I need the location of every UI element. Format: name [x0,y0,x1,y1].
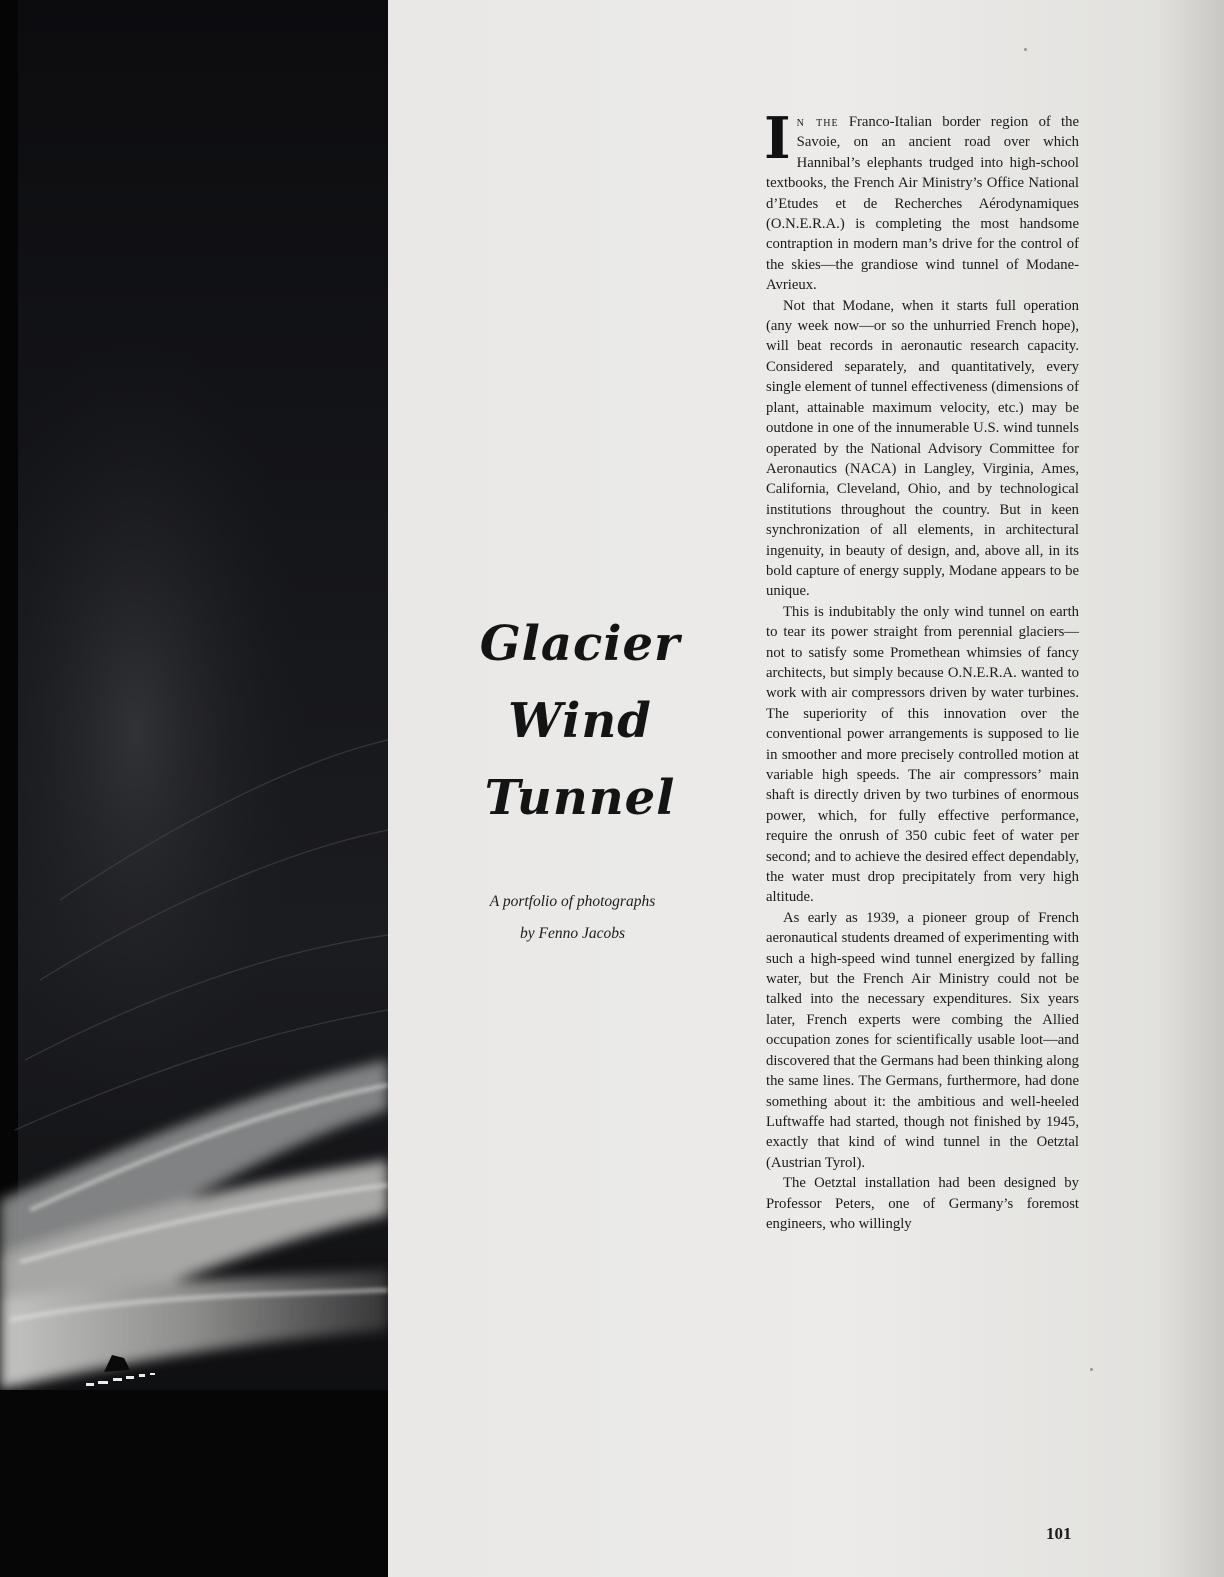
page-number: 101 [1046,1524,1072,1543]
headline-line-3: Tunnel [484,770,676,826]
headline [455,606,705,837]
byline [440,886,705,950]
headline-line-2: Wind [508,693,652,749]
paragraph-5: The Oetztal installation had been designed by Professor Peters, one of Germany’s foremost engineers, who willingly [766,1175,1079,1232]
paragraph-4: As early as 1939, a pioneer group of French aeronautical students dreamed of experimenting with such a high-speed wind tunnel energized by falling water, but the French Air Ministry could not be talked into the necessary expenditures. Six years later, French experts were combing the Allied occupation zones for scientifically usable loot—and discovered that the Germans had been thinking along the same lines. The Germans, furthermore, had done something about it: the ambitious and well-heeled Luftwaffe had started, though not finished by 1945, exactly that kind of wind tunnel in the Oetztal (Austrian Tyrol). [766,909,1079,1171]
article-column [764,105,1079,1234]
paragraph-3: This is indubitably the only wind tunnel on earth to tear its power straight from perennial glaciers—not to satisfy some Promethean whimsies of fancy architects, but simply because O.N.E.R.A. wanted to work with air compressors driven by water turbines. The superiority of this innovation over the conventional power arrangements is supposed to lie in smoother and more precisely controlled motion at variable high speeds. The air compressors’ main shaft is directly driven by two turbines of enormous power, which, for fully effective performance, require the onrush of 350 cubic feet of water per second; and to achieve the desired effect dependably, the water must drop precipitately from very high altitude. [766,603,1079,906]
headline-line-1: Glacier [479,616,681,672]
print-speck [1024,48,1027,51]
glacier-icon [0,0,388,1577]
byline-author: by Fenno Jacobs [519,925,626,942]
drop-cap: I [764,105,791,172]
lead-in: n the [796,114,839,130]
paragraph-2: Not that Modane, when it starts full operation (any week now—or so the unhurried French hope), will beat records in aeronautic research capacity. Considered separately, and quantitatively, every single element of tunnel effectiveness (dimensions of plant, attainable maximum velocity, etc.) may be outdone in one of the innumerable U.S. wind tunnels operated by the National Advisory Committee for Aeronautics (NACA) in Langley, Virginia, Ames, California, Cleveland, Ohio, and by technological institutions throughout the country. But in keen synchronization of all elements, in architectural ingenuity, in beauty of design, and, above all, in its bold capture of energy supply, Modane appears to be unique. [766,297,1079,600]
byline-portfolio: A portfolio of photographs [489,893,656,910]
print-speck [1090,1368,1093,1371]
glacier-photograph [0,0,388,1577]
paragraph-1-text: Franco-Italian border region of the Savoie, on an ancient road over which Hannibal’s elephants trudged into high-school textbooks, the French Air Ministry’s Office National d’Etudes et de Recherches Aérodynamiques (O.N.E.R.A.) is completing the most handsome contraption in modern man’s drive for the control of the skies—the grandiose wind tunnel of Modane-Avrieux. [766,114,1079,294]
paragraph-1 [764,105,1079,296]
